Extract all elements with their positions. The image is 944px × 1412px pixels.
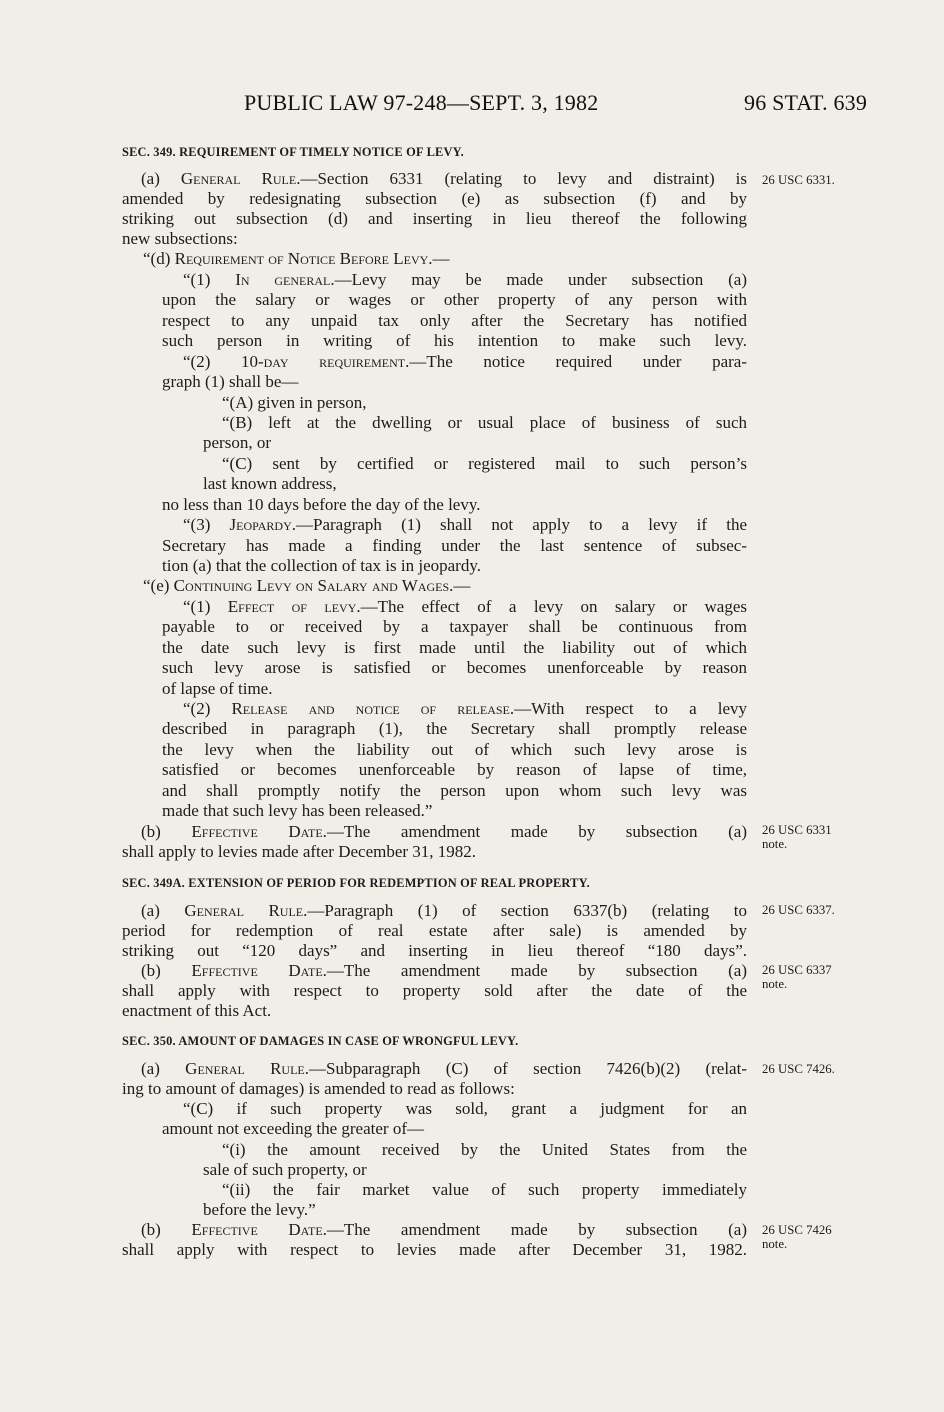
running-head-page: 96 STAT. 639 xyxy=(744,90,868,115)
sec350-ii-line-2: before the levy.” xyxy=(203,1200,316,1219)
sec349-d2-C-line-1: “(C) sent by certified or registered mail to such person’s xyxy=(222,454,747,473)
sec349a-b-line-1: (b) Effective Date.—The amendment made by subsection (a) xyxy=(141,961,747,980)
sec349-d1-line-1: “(1) In general.—Levy may be made under subsection (a) xyxy=(183,270,747,289)
sec349-d1-line-3: respect to any unpaid tax only after the Secretary has notified xyxy=(162,311,747,330)
sec349-d2-A: “(A) given in person, xyxy=(222,393,367,412)
sec349-e1-line-3: the date such levy is first made until the liability out of which xyxy=(162,638,747,657)
sec349-e2-line-5: and shall promptly notify the person upon whom such levy was xyxy=(162,781,747,800)
sec350-C-line-2: amount not exceeding the greater of— xyxy=(162,1119,424,1138)
sec349-d3-line-3: tion (a) that the collection of tax is in jeopardy. xyxy=(162,556,481,575)
section-349-heading: SEC. 349. REQUIREMENT OF TIMELY NOTICE OF LEVY. xyxy=(122,145,464,159)
sec349-d-heading: “(d) Requirement of Notice Before Levy.— xyxy=(143,249,450,268)
sec349-e2-line-4: satisfied or becomes unenforceable by reason of lapse of time, xyxy=(162,760,747,779)
sec349-d2-after: no less than 10 days before the day of the levy. xyxy=(162,495,481,514)
sec349-a-line-4: new subsections: xyxy=(122,229,238,248)
sec350-i-line-2: sale of such property, or xyxy=(203,1160,367,1179)
sec350-i-line-1: “(i) the amount received by the United States from the xyxy=(222,1140,747,1159)
margin-note-26usc6337: 26 USC 6337. xyxy=(762,903,835,917)
sec349-d1-line-4: such person in writing of his intention to make such levy. xyxy=(162,331,747,350)
sec349-d2-line-2: graph (1) shall be— xyxy=(162,372,299,391)
sec349-e2-line-2: described in paragraph (1), the Secretary shall promptly release xyxy=(162,719,747,738)
sec350-b-line-2: shall apply with respect to levies made after December 31, 1982. xyxy=(122,1240,747,1259)
sec349a-a-line-2: period for redemption of real estate after sale) is amended by xyxy=(122,921,747,940)
sec350-b-line-1: (b) Effective Date.—The amendment made by subsection (a) xyxy=(141,1220,747,1239)
sec349a-a-line-1: (a) General Rule.—Paragraph (1) of section 6337(b) (relating to xyxy=(141,901,747,920)
sec349-e-heading: “(e) Continuing Levy on Salary and Wages.— xyxy=(143,576,471,595)
margin-note-26usc6331-note: 26 USC 6331 note. xyxy=(762,823,832,851)
sec349-d3-line-1: “(3) Jeopardy.—Paragraph (1) shall not apply to a levy if the xyxy=(183,515,747,534)
sec349a-b-line-2: shall apply with respect to property sold after the date of the xyxy=(122,981,747,1000)
sec349-a-line-3: striking out subsection (d) and inserting in lieu thereof the following xyxy=(122,209,747,228)
sec349-d2-line-1: “(2) 10-day requirement.—The notice required under para- xyxy=(183,352,747,371)
sec349-e1-line-4: such levy arose is satisfied or becomes unenforceable by reason xyxy=(162,658,747,677)
sec349-a-line-1: (a) General Rule.—Section 6331 (relating to levy and distraint) is xyxy=(141,169,747,188)
sec349-e2-line-6: made that such levy has been released.” xyxy=(162,801,433,820)
sec349-d1-line-2: upon the salary or wages or other property of any person with xyxy=(162,290,747,309)
margin-note-26usc6337-note: 26 USC 6337 note. xyxy=(762,963,832,991)
section-350-heading: SEC. 350. AMOUNT OF DAMAGES IN CASE OF WRONGFUL LEVY. xyxy=(122,1034,519,1048)
sec349-d2-C-line-2: last known address, xyxy=(203,474,337,493)
sec349-a-line-2: amended by redesignating subsection (e) as subsection (f) and by xyxy=(122,189,747,208)
sec349-d2-B-line-2: person, or xyxy=(203,433,271,452)
sec349a-b-line-3: enactment of this Act. xyxy=(122,1001,272,1020)
sec349-e1-line-2: payable to or received by a taxpayer shall be continuous from xyxy=(162,617,747,636)
sec349-b-line-2: shall apply to levies made after December 31, 1982. xyxy=(122,842,477,861)
sec349-e1-line-5: of lapse of time. xyxy=(162,679,273,698)
section-349a-heading: SEC. 349A. EXTENSION OF PERIOD FOR REDEMPTION OF REAL PROPERTY. xyxy=(122,876,590,890)
sec349-e1-line-1: “(1) Effect of levy.—The effect of a levy on salary or wages xyxy=(183,597,747,616)
sec350-ii-line-1: “(ii) the fair market value of such property immediately xyxy=(222,1180,747,1199)
margin-note-26usc6331: 26 USC 6331. xyxy=(762,173,835,187)
sec349-d3-line-2: Secretary has made a finding under the last sentence of subsec- xyxy=(162,536,747,555)
sec349-e2-line-1: “(2) Release and notice of release.—With respect to a levy xyxy=(183,699,747,718)
sec350-a-line-2: ing to amount of damages) is amended to read as follows: xyxy=(122,1079,515,1098)
sec350-C-line-1: “(C) if such property was sold, grant a judgment for an xyxy=(183,1099,747,1118)
running-head-title: PUBLIC LAW 97-248—SEPT. 3, 1982 xyxy=(244,90,599,115)
sec349a-a-line-3: striking out “120 days” and inserting in lieu thereof “180 days”. xyxy=(122,941,747,960)
sec349-e2-line-3: the levy when the liability out of which such levy arose is xyxy=(162,740,747,759)
margin-note-26usc7426-note: 26 USC 7426 note. xyxy=(762,1223,832,1251)
sec350-a-line-1: (a) General Rule.—Subparagraph (C) of section 7426(b)(2) (relat- xyxy=(141,1059,747,1078)
sec349-b-line-1: (b) Effective Date.—The amendment made by subsection (a) xyxy=(141,822,747,841)
sec349-d2-B-line-1: “(B) left at the dwelling or usual place of business of such xyxy=(222,413,747,432)
margin-note-26usc7426: 26 USC 7426. xyxy=(762,1062,835,1076)
